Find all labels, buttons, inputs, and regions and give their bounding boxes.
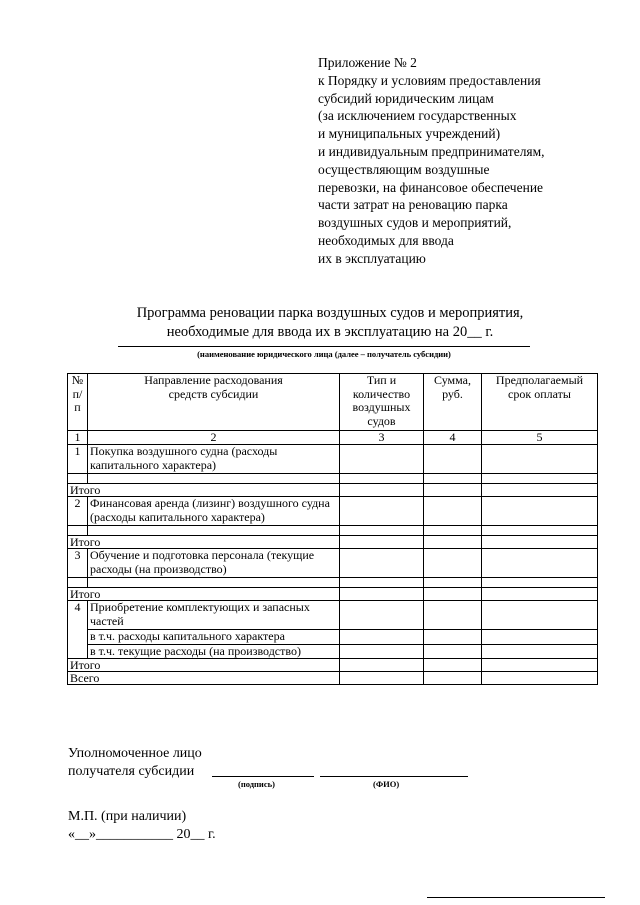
table-row [68,644,598,659]
document-title [60,304,600,342]
subtotal-row [68,588,598,601]
subtotal-label: Итого [68,588,340,601]
signer-line-2: получателя субсидии [68,764,195,779]
signature-caption: (подпись) [238,779,275,789]
appendix-line: Приложение № 2 [318,55,417,70]
row-number: 1 [68,445,88,474]
row-number: 3 [68,549,88,578]
recipient-name-caption: (наименование юридического лица (далее – получатель субсидии) [197,349,451,359]
row-type-cell [340,445,424,474]
column-number: 2 [88,431,340,445]
fio-line [320,776,468,777]
row-direction: Финансовая аренда (лизинг) воздушного судна (расходы капитального характера) [88,497,340,526]
program-table [67,373,598,685]
header-sum-text: Сумма, руб. [434,373,471,401]
row-direction: Обучение и подготовка персонала (текущие расходы (на производство) [88,549,340,578]
table-header-row [68,374,598,431]
appendix-line: и индивидуальным предпринимателям, [318,143,545,159]
header-sum [424,374,482,431]
appendix-line: субсидий юридическим лицам [318,90,494,106]
table-row [68,474,598,484]
table-row [68,630,598,645]
appendix-line: необходимых для ввода [318,232,454,248]
row-subitem: в т.ч. текущие расходы (на производство) [88,644,340,659]
table-row [68,497,598,526]
header-direction-text: Направление расходования средств субсидии [144,373,283,401]
title-line-1: Программа реновации парка воздушных судов и мероприятия, [136,305,524,321]
row-direction: Приобретение комплектующих и запасных частей [88,601,340,630]
column-number: 3 [340,431,424,445]
row-term-cell [482,445,598,474]
table-row [68,578,598,588]
signature-line [212,776,314,777]
signer-line-1: Уполномоченное лицо [68,746,202,761]
footer-line [427,897,605,898]
subtotal-label: Итого [68,659,340,672]
header-term-text: Предполагаемый срок оплаты [495,373,584,401]
subtotal-row [68,484,598,497]
table-row [68,549,598,578]
column-number: 5 [482,431,598,445]
grand-total-label: Всего [68,672,340,685]
table-row [68,526,598,536]
row-number: 4 [68,601,88,659]
table-row [68,601,598,630]
header-type-text: Тип и количество воздушных судов [352,373,411,428]
table-row [68,445,598,474]
subtotal-row [68,659,598,672]
fio-caption: (ФИО) [373,779,400,789]
recipient-name-line [118,346,530,347]
appendix-line: части затрат на реновацию парка [318,197,508,213]
row-sum-cell [424,445,482,474]
subtotal-label: Итого [68,536,340,549]
appendix-line: (за исключением государственных [318,108,517,124]
appendix-line: воздушных судов и мероприятий, [318,215,512,231]
row-number: 2 [68,497,88,526]
appendix-line: к Порядку и условиям предоставления [318,72,541,88]
header-no: № п/п [68,374,88,431]
column-number: 1 [68,431,88,445]
subtotal-row [68,536,598,549]
appendix-line: перевозки, на финансовое обеспечение [318,179,544,195]
grand-total-row [68,672,598,685]
subtotal-label: Итого [68,484,340,497]
header-direction [88,374,340,431]
column-number: 4 [424,431,482,445]
header-term [482,374,598,431]
row-subitem: в т.ч. расходы капитального характера [88,630,340,645]
column-number-row [68,431,598,445]
row-direction: Покупка воздушного судна (расходы капитального характера) [88,445,340,474]
title-line-2: необходимые для ввода их в эксплуатацию на 20__ г. [166,324,494,340]
appendix-line: и муниципальных учреждений) [318,126,501,142]
stamp-note: М.П. (при наличии) [68,809,187,824]
appendix-line: осуществляющим воздушные [318,161,490,177]
date-line: «__»___________ 20__ г. [68,827,216,842]
appendix-line: их в эксплуатацию [318,250,426,266]
appendix-block [318,54,618,268]
header-type [340,374,424,431]
